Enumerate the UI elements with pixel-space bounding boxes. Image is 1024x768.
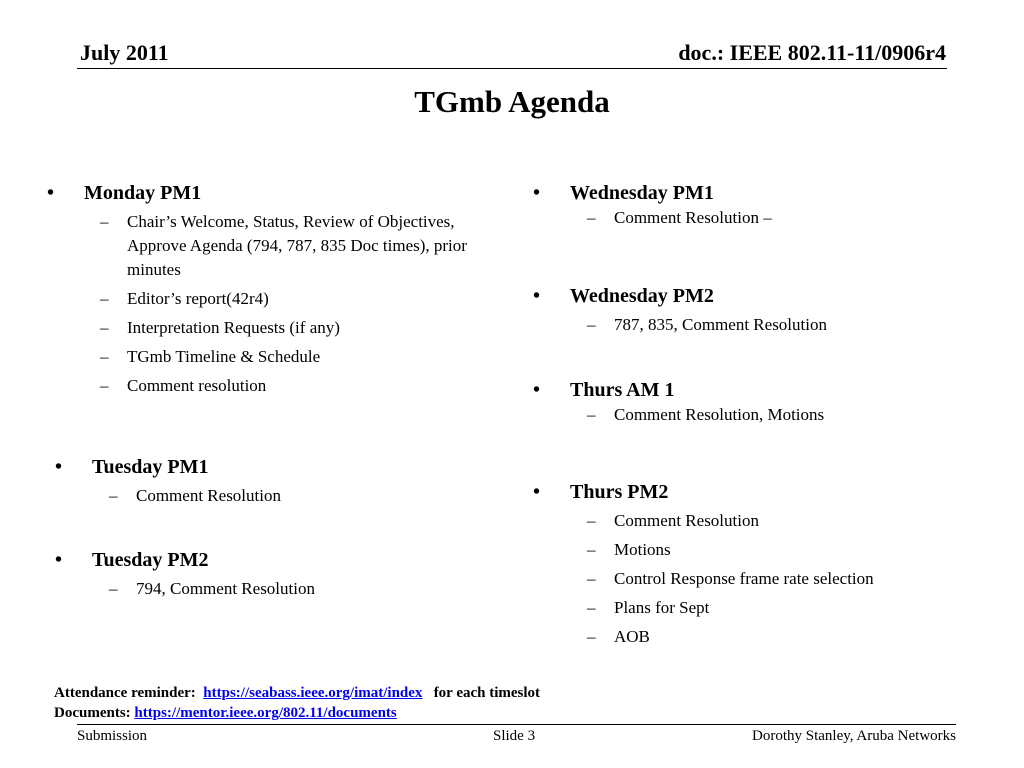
list-item: – Comment Resolution bbox=[614, 509, 874, 533]
dash-icon: – bbox=[587, 511, 596, 530]
section-title: Thurs PM2 bbox=[570, 481, 669, 503]
bullet-icon: • bbox=[47, 182, 55, 204]
section-title: Tuesday PM1 bbox=[92, 456, 209, 478]
documents-label: Documents: bbox=[54, 705, 131, 721]
documents-line bbox=[54, 703, 540, 723]
list-item: – 794, Comment Resolution bbox=[136, 577, 315, 601]
header-divider bbox=[77, 68, 947, 69]
list-item: – Chair’s Welcome, Status, Review of Objectives, Approve Agenda (794, 787, 835 Doc times), prior minutes bbox=[100, 212, 467, 279]
attendance-suffix: for each timeslot bbox=[433, 685, 541, 701]
section-title: Tuesday PM2 bbox=[92, 549, 209, 571]
list-item: – Interpretation Requests (if any) bbox=[127, 316, 464, 340]
dash-icon: – bbox=[100, 212, 109, 231]
bullet-icon: • bbox=[55, 549, 63, 571]
bullet-icon: • bbox=[533, 481, 541, 503]
footer-slide-number: Slide 3 bbox=[493, 728, 536, 744]
bullet-icon: • bbox=[533, 379, 541, 401]
dash-icon: – bbox=[587, 627, 596, 646]
list-item: – Comment Resolution, Motions bbox=[614, 403, 824, 427]
list-item: – TGmb Timeline & Schedule bbox=[127, 345, 464, 369]
dash-icon: – bbox=[587, 540, 596, 559]
list-item: – Editor’s report(42r4) bbox=[127, 287, 464, 311]
dash-icon: – bbox=[587, 208, 596, 227]
footer-submission: Submission bbox=[77, 728, 148, 744]
header-doc-id: doc.: IEEE 802.11-11/0906r4 bbox=[678, 40, 946, 65]
agenda-section-wednesday-pm2 bbox=[533, 284, 827, 337]
list-item: – Comment resolution bbox=[127, 374, 464, 398]
dash-icon: – bbox=[587, 598, 596, 617]
dash-icon: – bbox=[109, 579, 118, 598]
bullet-icon: • bbox=[533, 182, 541, 204]
footer-divider bbox=[77, 724, 956, 725]
attendance-block bbox=[54, 683, 540, 723]
dash-icon: – bbox=[100, 318, 109, 337]
list-item: – Plans for Sept bbox=[614, 596, 874, 620]
agenda-section-tuesday-pm2 bbox=[55, 548, 315, 601]
header-date: July 2011 bbox=[80, 40, 169, 65]
bullet-icon: • bbox=[533, 285, 541, 307]
footer-author: Dorothy Stanley, Aruba Networks bbox=[752, 728, 956, 744]
dash-icon: – bbox=[587, 405, 596, 424]
agenda-section-thurs-am1 bbox=[533, 378, 825, 427]
section-title: Wednesday PM1 bbox=[570, 182, 714, 204]
dash-icon: – bbox=[587, 315, 596, 334]
list-item: – AOB bbox=[614, 625, 874, 649]
agenda-section-thurs-pm2 bbox=[533, 480, 874, 649]
dash-icon: – bbox=[100, 347, 109, 366]
section-title: Thurs AM 1 bbox=[570, 379, 675, 401]
dash-icon: – bbox=[100, 289, 109, 308]
list-item: – Comment Resolution bbox=[136, 484, 281, 508]
section-title: Monday PM1 bbox=[84, 182, 202, 204]
documents-link[interactable]: https://mentor.ieee.org/802.11/documents bbox=[134, 705, 397, 721]
dash-icon: – bbox=[587, 569, 596, 588]
dash-icon: – bbox=[100, 376, 109, 395]
attendance-line bbox=[54, 683, 540, 703]
agenda-section-monday-pm1 bbox=[47, 181, 467, 398]
dash-icon: – bbox=[109, 486, 118, 505]
imat-link[interactable]: https://seabass.ieee.org/imat/index bbox=[203, 685, 423, 701]
left-column bbox=[47, 181, 467, 598]
bullet-icon: • bbox=[55, 456, 63, 478]
list-item: – Comment Resolution – bbox=[614, 206, 772, 230]
agenda-section-tuesday-pm1 bbox=[55, 455, 281, 508]
slide-title: TGmb Agenda bbox=[414, 84, 610, 119]
attendance-label: Attendance reminder: bbox=[54, 685, 196, 701]
list-item: – 787, 835, Comment Resolution bbox=[614, 313, 827, 337]
section-title: Wednesday PM2 bbox=[570, 285, 714, 307]
list-item: – Motions bbox=[614, 538, 874, 562]
list-item: – Control Response frame rate selection bbox=[614, 567, 874, 591]
agenda-section-wednesday-pm1 bbox=[533, 181, 772, 230]
